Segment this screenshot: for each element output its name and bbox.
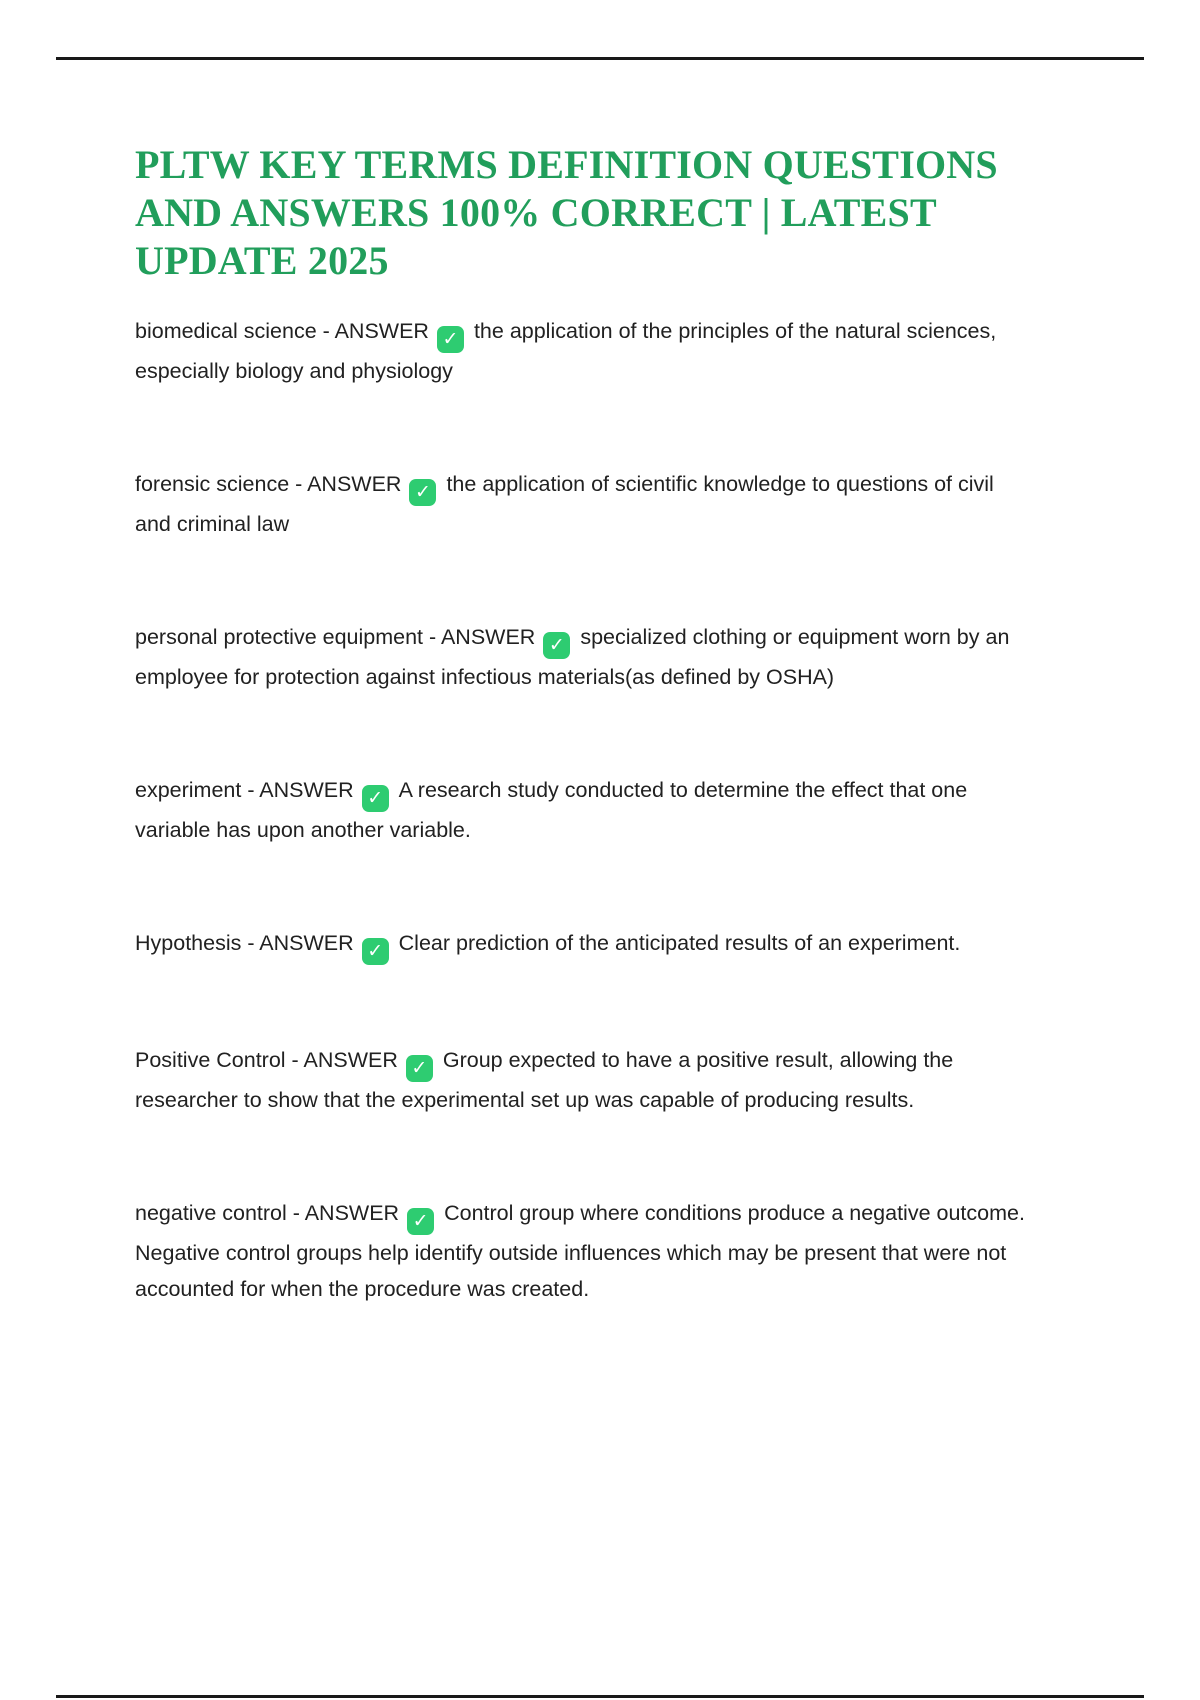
answer-label: ANSWER [259,778,354,802]
checkmark-icon: ✓ [437,326,464,353]
top-horizontal-rule [56,57,1144,60]
page-title-line: AND ANSWERS 100% CORRECT | LATEST [135,190,937,235]
definition-text: Control group where conditions produce a negative outcome. Negative control groups help identify outside influences which may be present that were not accounted for when the procedure was created. [135,1201,1025,1301]
checkmark-icon: ✓ [362,785,389,812]
term-definition-entry [135,619,1032,695]
separator-text: - [241,778,260,802]
term-definition-entry [135,772,1032,848]
term-definition-entry [135,925,1032,965]
separator-text: - [285,1048,304,1072]
definition-text: the application of the principles of the natural sciences, especially biology and physiology [135,319,997,383]
term-text: experiment [135,778,242,802]
page-title-line: UPDATE 2025 [135,238,389,283]
term-text: negative control [135,1201,287,1225]
page-title [135,141,1032,285]
term-definition-entry [135,313,1032,389]
bottom-horizontal-rule [56,1695,1144,1698]
term-text: forensic science [135,472,290,496]
definition-text: specialized clothing or equipment worn by an employee for protection against infectious materials(as defined by OSHA) [135,625,1010,689]
term-definition-entry [135,1042,1032,1118]
separator-text: - [241,931,260,955]
separator-text: - [316,319,335,343]
answer-label: ANSWER [307,472,402,496]
term-text: Hypothesis [135,931,242,955]
checkmark-icon: ✓ [407,1208,434,1235]
checkmark-icon: ✓ [406,1055,433,1082]
separator-text: - [289,472,308,496]
answer-label: ANSWER [304,1201,400,1225]
checkmark-icon: ✓ [362,938,389,965]
answer-label: ANSWER [440,625,536,649]
definition-text: A research study conducted to determine the effect that one variable has upon another variable. [135,778,968,842]
separator-text: - [423,625,441,649]
answer-label: ANSWER [303,1048,398,1072]
definition-text: Group expected to have a positive result, allowing the researcher to show that the experimental set up was capable of producing results. [135,1048,954,1112]
document-content [135,141,1032,1307]
checkmark-icon: ✓ [409,479,436,506]
term-text: personal protective equipment [135,625,424,649]
answer-label: ANSWER [334,319,429,343]
answer-label: ANSWER [259,931,354,955]
definition-text: Clear prediction of the anticipated results of an experiment. [398,931,961,955]
checkmark-icon: ✓ [543,632,570,659]
term-text: biomedical science [135,319,317,343]
term-text: Positive Control [135,1048,286,1072]
definition-text: the application of scientific knowledge to questions of civil and criminal law [135,472,994,536]
term-definition-entry [135,1195,1032,1307]
term-definition-entry [135,466,1032,542]
page-title-line: PLTW KEY TERMS DEFINITION QUESTIONS [135,142,998,187]
separator-text: - [286,1201,305,1225]
